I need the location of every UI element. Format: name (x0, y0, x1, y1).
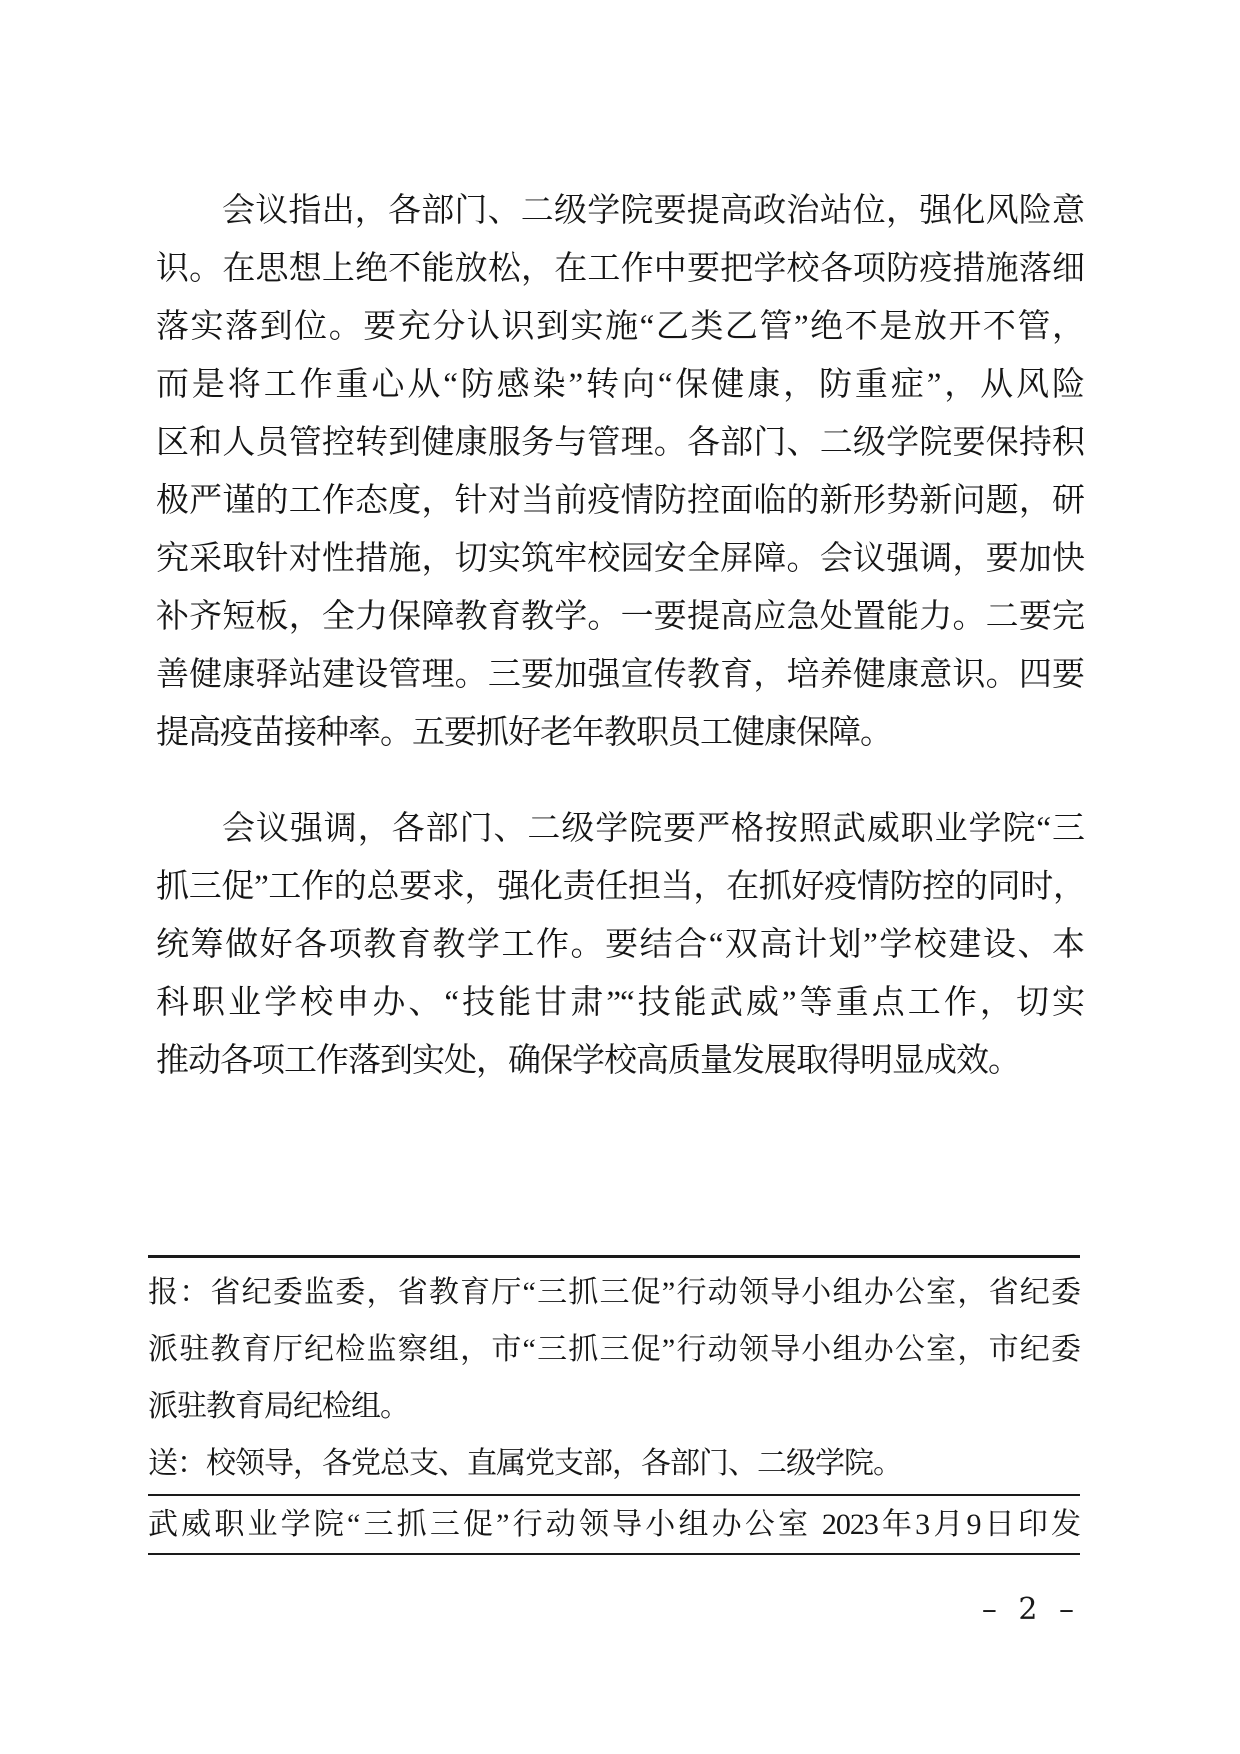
body-line: 识。在思想上绝不能放松，在工作中要把学校各项防疫措施落细 (156, 251, 1084, 287)
body-line: 极严谨的工作态度，针对当前疫情防控面临的新形势新问题，研 (156, 483, 1084, 519)
paragraph-meeting-emphasized (156, 800, 1084, 1090)
report-to-line: 报：省纪委监委，省教育厅“三抓三促”行动领导小组办公室，省纪委 (148, 1276, 1080, 1309)
body-line: 究采取针对性措施，切实筑牢校园安全屏障。会议强调，要加快 (156, 541, 1084, 577)
body-line: 善健康驿站建设管理。三要加强宣传教育，培养健康意识。四要 (156, 657, 1084, 693)
body-line: 统筹做好各项教育教学工作。要结合“双高计划”学校建设、本 (156, 927, 1084, 963)
body-line: 抓三促”工作的总要求，强化责任担当，在抓好疫情防控的同时， (156, 869, 1084, 905)
body-line: 区和人员管控转到健康服务与管理。各部门、二级学院要保持积 (156, 425, 1084, 461)
report-to-line-continued: 派驻教育局纪检组。 (148, 1390, 409, 1423)
body-line: 补齐短板，全力保障教育教学。一要提高应急处置能力。二要完 (156, 599, 1084, 635)
body-line: 提高疫苗接种率。五要抓好老年教职员工健康保障。 (156, 715, 892, 751)
document-body (156, 182, 1084, 1090)
body-line: 落实落到位。要充分认识到实施“乙类乙管”绝不是放开不管， (156, 309, 1084, 345)
distribution-block (148, 1255, 1080, 1494)
page-number: – 2 – (981, 1592, 1080, 1627)
paragraph-meeting-pointed-out (156, 182, 1084, 762)
report-to-line-continued: 派驻教育厅纪检监察组，市“三抓三促”行动领导小组办公室，市纪委 (148, 1333, 1080, 1366)
issuer-date-line: 武威职业学院“三抓三促”行动领导小组办公室 2023年3月9日印发 (148, 1494, 1080, 1555)
body-line: 会议强调，各部门、二级学院要严格按照武威职业学院“三 (222, 811, 1084, 847)
body-line: 会议指出，各部门、二级学院要提高政治站位，强化风险意 (222, 193, 1084, 229)
body-line: 而是将工作重心从“防感染”转向“保健康，防重症”，从风险 (156, 367, 1084, 403)
body-line: 推动各项工作落到实处，确保学校高质量发展取得明显成效。 (156, 1043, 1020, 1079)
body-line: 科职业学校申办、“技能甘肃”“技能武威”等重点工作，切实 (156, 985, 1084, 1021)
document-footer (148, 1255, 1080, 1555)
send-to-line: 送：校领导，各党总支、直属党支部，各部门、二级学院。 (148, 1447, 902, 1480)
